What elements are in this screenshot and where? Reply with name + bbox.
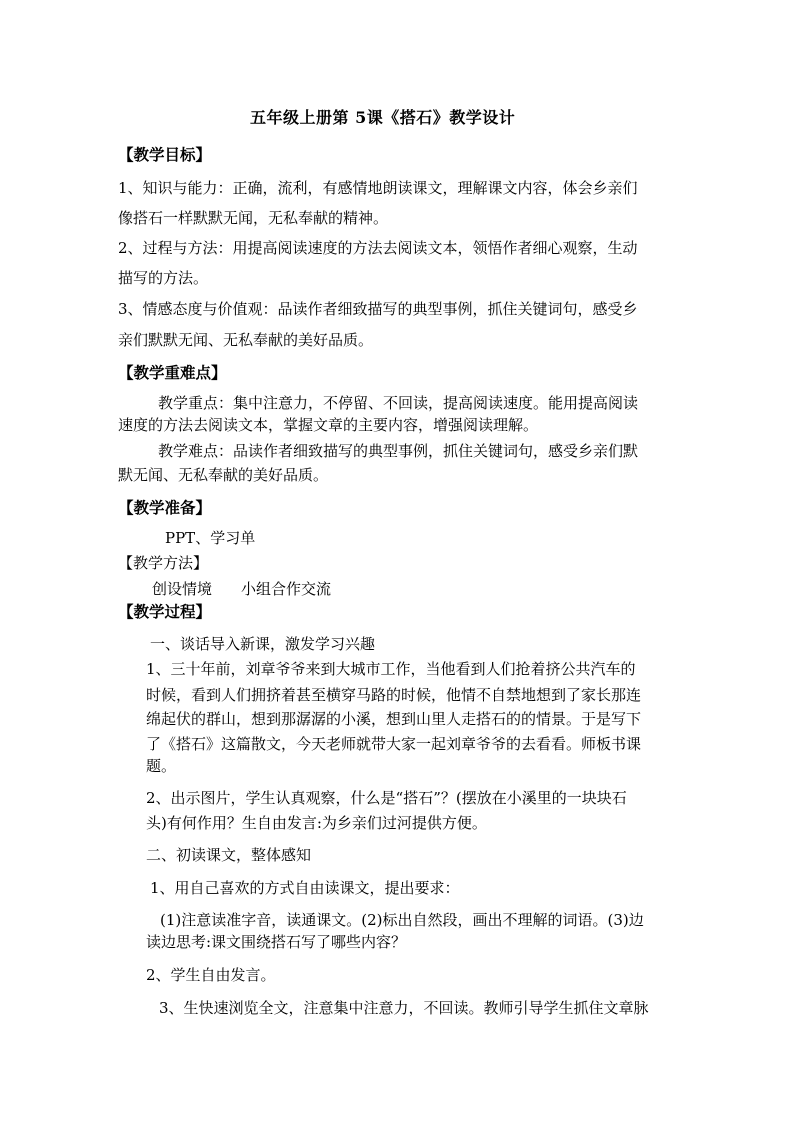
objective-3-line-1: 3、情感态度与价值观：品读作者细致描写的典型事例，抓住关键词句，感受乡 — [118, 300, 638, 318]
process-s1-item-1-line-3: 绵起伏的群山，想到那潺潺的小溪，想到山里人走搭石的的情景。于是写下 — [146, 710, 642, 728]
methods-heading: 【教学方法】 — [118, 554, 209, 572]
teaching-focus-line-1: 教学重点：集中注意力，不停留、不回读，提高阅读速度。能用提高阅读 — [158, 394, 639, 412]
process-section-2-title: 二、初读课文，整体感知 — [146, 846, 312, 864]
process-s1-item-1-line-2: 时候，看到人们拥挤着甚至横穿马路的时候，他情不自禁地想到了家长那连 — [146, 686, 642, 704]
objective-1-line-2: 像搭石一样默默无闻，无私奉献的精神。 — [118, 209, 389, 227]
process-s1-item-2-line-2: 头)有何作用？生自由发言:为乡亲们过河提供方便。 — [146, 814, 487, 832]
process-s2-item-3: 3、生快速浏览全文，注意集中注意力，不回读。教师引导学生抓住文章脉 — [159, 999, 649, 1017]
teaching-focus-line-2: 速度的方法去阅读文本，掌握文章的主要内容，增强阅读理解。 — [118, 416, 539, 434]
process-s1-item-1-line-5: 题。 — [146, 757, 177, 775]
key-points-heading: 【教学重难点】 — [118, 363, 227, 382]
method-1: 创设情境 — [152, 580, 213, 598]
process-section-1-title: 一、谈话导入新课，激发学习兴趣 — [150, 635, 376, 653]
process-s2-requirements-line-2: 读边思考:课文围绕搭石写了哪些内容？ — [146, 933, 407, 951]
method-2: 小组合作交流 — [241, 580, 332, 598]
teaching-difficulty-line-1: 教学难点：品读作者细致描写的典型事例，抓住关键词句，感受乡亲们默 — [158, 442, 639, 460]
process-s2-item-2: 2、学生自由发言。 — [146, 966, 276, 984]
process-s1-item-1-line-4: 了《搭石》这篇散文，今天老师就带大家一起刘章爷爷的去看看。师板书课 — [146, 735, 642, 753]
teaching-difficulty-line-2: 默无闻、无私奉献的美好品质。 — [118, 466, 329, 484]
objective-2-line-1: 2、过程与方法：用提高阅读速度的方法去阅读文本，领悟作者细心观察，生动 — [118, 239, 638, 257]
objective-1-line-1: 1、知识与能力：正确，流利，有感情地朗读课文，理解课文内容，体会乡亲们 — [118, 179, 638, 197]
process-s2-requirements-line-1: (1)注意读准字音，读通课文。(2)标出自然段，画出不理解的词语。(3)边 — [160, 911, 644, 929]
preparation-heading: 【教学准备】 — [118, 498, 212, 517]
process-s1-item-1-line-1: 1、三十年前，刘章爷爷来到大城市工作，当他看到人们抢着挤公共汽车的 — [146, 660, 636, 678]
process-s2-item-1: 1、用自己喜欢的方式自由读课文，提出要求： — [150, 879, 460, 897]
objective-2-line-2: 描写的方法。 — [118, 269, 209, 287]
preparation-content: PPT、学习单 — [165, 529, 256, 547]
process-heading: 【教学过程】 — [118, 602, 212, 621]
process-s1-item-2-line-1: 2、出示图片，学生认真观察，什么是“搭石”？(摆放在小溪里的一块块石 — [146, 789, 627, 807]
objectives-heading: 【教学目标】 — [118, 145, 212, 164]
document-title: 五年级上册第 5课《搭石》教学设计 — [250, 108, 516, 127]
objective-3-line-2: 亲们默默无闻、无私奉献的美好品质。 — [118, 331, 374, 349]
